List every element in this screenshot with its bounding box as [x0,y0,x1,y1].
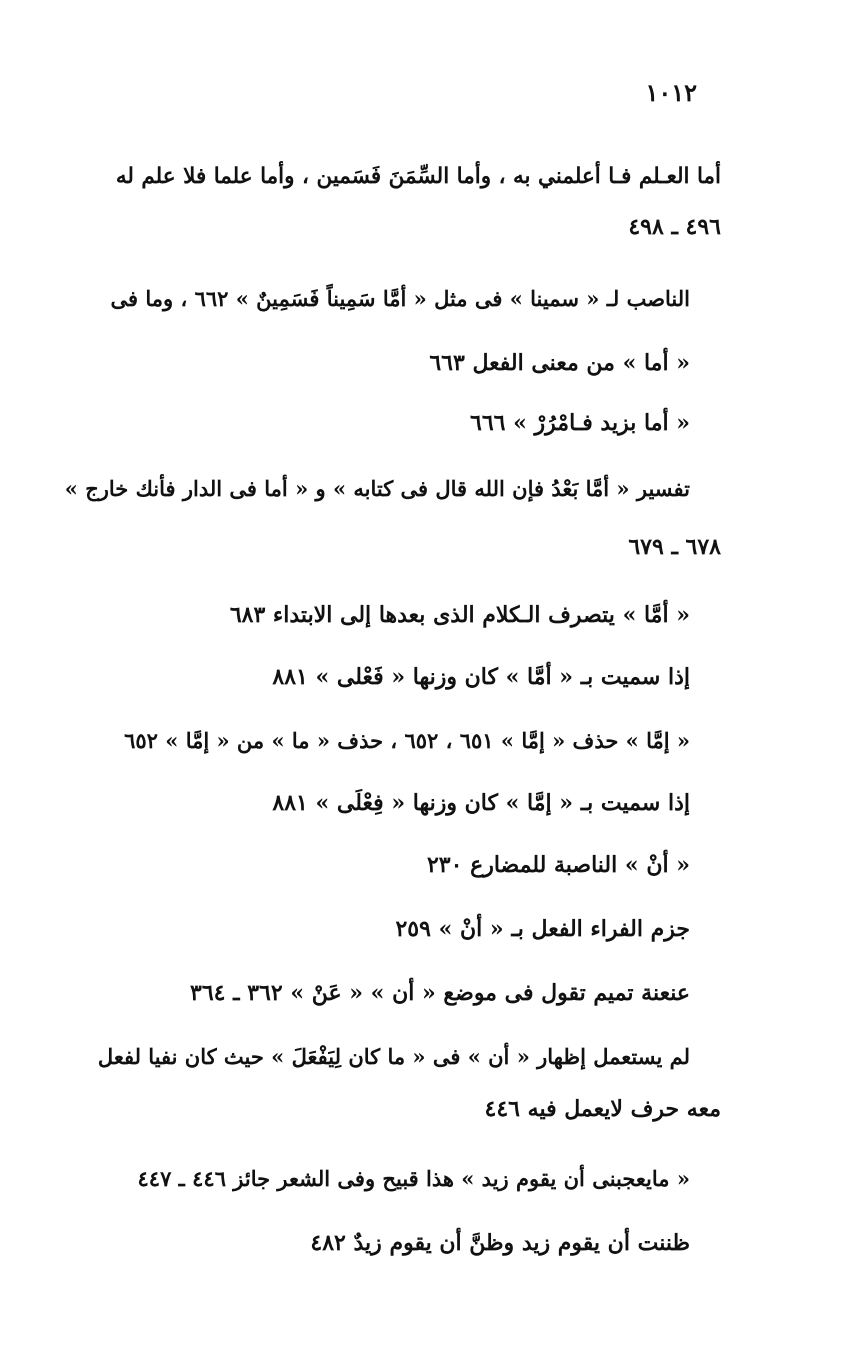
index-line: الناصب لـ « سمينا » فى مثل « أمَّا سَمِيناً فَسَمِينٌ » ٦٦٢ ، وما فى [110,286,690,311]
index-line: « أنْ » الناصبة للمضارع ٢٣٠ [426,852,690,878]
index-line: « إمَّا » حذف « إمَّا » ٦٥١ ، ٦٥٢ ، حذف « ما » من « إمَّا » ٦٥٢ [124,728,690,753]
index-line: « أما بزيد فـامْرُرْ » ٦٦٦ [470,410,690,436]
index-line-continuation: ٦٧٨ ـ ٦٧٩ [628,534,721,560]
index-line: جزم الفراء الفعل بـ « أنْ » ٢٥٩ [395,916,690,942]
index-line-continuation: معه حرف لايعمل فيه ٤٤٦ [484,1096,721,1122]
index-line: « مايعجبنى أن يقوم زيد » هذا قبيح وفى الشعر جائز ٤٤٦ ـ ٤٤٧ [137,1166,690,1191]
page-number: ١٠١٢ [645,78,697,107]
index-line: عنعنة تميم تقول فى موضع « أن » « عَنْ » ٣٦٢ ـ ٣٦٤ [190,980,690,1006]
index-line: ظننت أن يقوم زيد وظنَّ أن يقوم زيدٌ ٤٨٢ [310,1230,690,1256]
index-line: تفسير « أمَّا بَعْدُ فإن الله قال فى كتابه » و « أما فى الدار فأنك خارج » [64,476,690,501]
index-line: « أمَّا » يتصرف الـكلام الذى بعدها إلى الابتداء ٦٨٣ [229,602,690,628]
index-line: أما العـلم فـا أعلمني به ، وأما السِّمَنَ فَسَمين ، وأما علما فلا علم له [115,164,721,189]
index-line-continuation: ٤٩٦ ـ ٤٩٨ [628,214,721,240]
index-line: إذا سميت بـ « أمَّا » كان وزنها « فَعْلى » ٨٨١ [272,664,690,690]
index-line: « أما » من معنى الفعل ٦٦٣ [429,350,690,376]
index-line: إذا سميت بـ « إمَّا » كان وزنها « فِعْلَى » ٨٨١ [272,790,690,816]
index-line: لم يستعمل إظهار « أن » فى « ما كان لِيَفْعَلَ » حيث كان نفيا لفعل [97,1044,690,1069]
